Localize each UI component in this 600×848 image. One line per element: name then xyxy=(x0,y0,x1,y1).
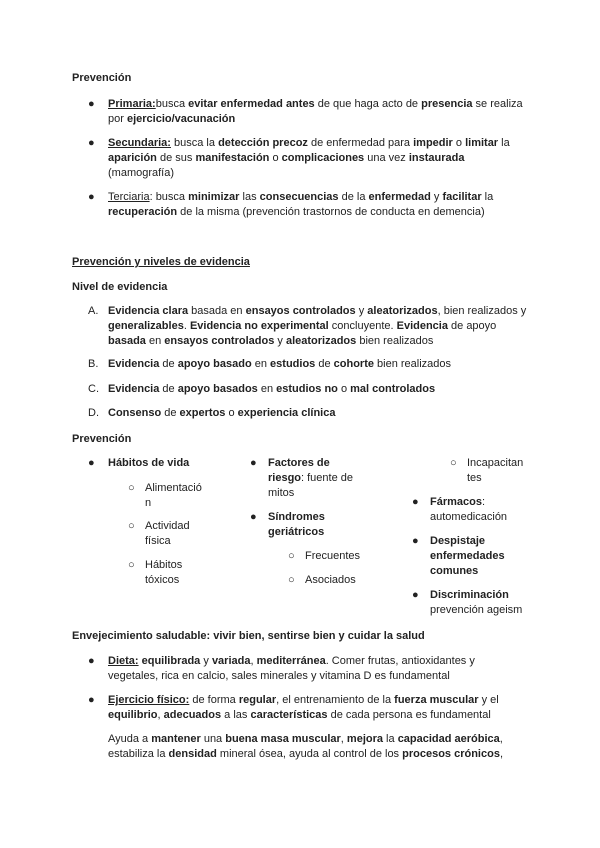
text-run: limitar xyxy=(465,137,499,149)
text-run: (mamografía) xyxy=(108,167,175,179)
text-run: y el xyxy=(478,694,499,706)
text-run: experiencia clínica xyxy=(237,407,336,419)
text-run: Evidencia xyxy=(108,358,160,370)
text-run: capacidad aeróbica xyxy=(397,733,500,745)
text-run: , xyxy=(340,733,347,745)
text-run: , xyxy=(499,748,504,760)
text-run: la xyxy=(481,191,494,203)
text-run: estudios no xyxy=(276,383,338,395)
bullet-icon: ● xyxy=(88,655,95,667)
text-run: la xyxy=(383,733,398,745)
text-run: características xyxy=(250,709,328,721)
text-run: equilibrio xyxy=(108,709,158,721)
text-run: de enfermedad para xyxy=(307,137,414,149)
bullet-icon: ● xyxy=(88,98,95,110)
discriminacion-text xyxy=(430,588,550,618)
text-run: fuerza muscular xyxy=(394,694,479,706)
habitos-toxicos-line2: tóxicos xyxy=(145,574,180,586)
text-run: : busca xyxy=(149,191,189,203)
bullet-icon: ● xyxy=(250,511,257,523)
text-run: de la misma (prevención trastornos de conducta en demencia) xyxy=(177,206,485,218)
text-run: , estabiliza la xyxy=(108,733,503,760)
text-run: de xyxy=(159,383,178,395)
text-run: enfermedad xyxy=(368,191,431,203)
circle-bullet-icon: ○ xyxy=(450,457,457,469)
text-run: presencia xyxy=(421,98,473,110)
text-run: apoyo basado xyxy=(177,358,252,370)
text-run: una xyxy=(200,733,226,745)
text-run: , xyxy=(157,709,164,721)
sindromes-line2: geriátricos xyxy=(268,526,325,538)
text-run: ensayos controlados xyxy=(245,305,356,317)
text-run: Terciaria xyxy=(108,191,150,203)
text-run: Secundaria: xyxy=(108,137,171,149)
actividad-line1: Actividad xyxy=(145,520,190,532)
text-run: busca xyxy=(155,98,189,110)
text-run: de xyxy=(161,407,180,419)
text-run: bien realizados xyxy=(356,335,434,347)
text-run: basada en xyxy=(188,305,246,317)
incapacitantes-line1: Incapacitan xyxy=(467,457,524,469)
text-run: procesos crónicos xyxy=(402,748,500,760)
discriminacion-bold: Discriminación xyxy=(430,589,509,601)
section3-heading: Prevención xyxy=(72,433,132,445)
text-run: variada xyxy=(211,655,251,667)
incapacitantes-line2: tes xyxy=(467,472,482,484)
text-run: y xyxy=(430,191,443,203)
text-run: de apoyo xyxy=(447,320,497,332)
text-run: de sus xyxy=(156,152,196,164)
text-run: consecuencias xyxy=(259,191,339,203)
sindromes-text xyxy=(268,510,388,540)
riesgo-bold: riesgo xyxy=(268,472,302,484)
alimentacion-line2: n xyxy=(145,497,152,509)
text-run: mediterránea xyxy=(256,655,326,667)
text-run: adecuados xyxy=(163,709,222,721)
list-marker: B. xyxy=(88,358,99,370)
text-run: se realiza por xyxy=(108,98,523,125)
farmacos-colon: : xyxy=(481,496,486,508)
bullet-icon: ● xyxy=(412,535,419,547)
text-run: ensayos controlados xyxy=(164,335,275,347)
circle-bullet-icon: ○ xyxy=(128,559,135,571)
bullet-icon: ● xyxy=(88,137,95,149)
text-run: de xyxy=(159,358,178,370)
text-run: mantener xyxy=(151,733,201,745)
text-run: Ayuda a xyxy=(108,733,152,745)
text-run: Evidencia xyxy=(108,383,160,395)
factores-riesgo-text xyxy=(268,456,388,501)
incapacitantes-label xyxy=(467,456,547,486)
text-run: densidad xyxy=(168,748,217,760)
bullet-icon: ● xyxy=(88,457,95,469)
list-marker: A. xyxy=(88,305,99,317)
text-run: cohorte xyxy=(333,358,374,370)
section2-heading: Prevención y niveles de evidencia xyxy=(72,256,250,268)
evidence-b-text xyxy=(108,357,528,372)
text-run: equilibrada xyxy=(141,655,201,667)
actividad-label xyxy=(145,519,225,549)
list-marker: C. xyxy=(88,383,99,395)
text-run: las xyxy=(239,191,260,203)
text-run: mal controlados xyxy=(350,383,436,395)
text-run: . xyxy=(183,320,190,332)
text-run: en xyxy=(145,335,165,347)
text-run: o xyxy=(225,407,238,419)
primaria-text xyxy=(108,97,528,127)
evidence-d-text xyxy=(108,406,528,421)
text-run: estudios xyxy=(270,358,316,370)
text-run: de cada persona es fundamental xyxy=(327,709,491,721)
text-run: en xyxy=(251,358,271,370)
text-run: aparición xyxy=(108,152,157,164)
text-run: y xyxy=(274,335,286,347)
text-run: detección precoz xyxy=(218,137,308,149)
text-run: aleatorizados xyxy=(367,305,438,317)
frecuentes-label: Frecuentes xyxy=(305,550,361,562)
text-run: concluyente. xyxy=(328,320,397,332)
prevencion-ageism: prevención ageism xyxy=(430,604,523,616)
text-run: o xyxy=(337,383,351,395)
text-run: una vez xyxy=(364,152,409,164)
text-run: de la xyxy=(338,191,369,203)
ejercicio-paragraph xyxy=(108,732,528,762)
text-run: generalizables xyxy=(108,320,184,332)
bullet-icon: ● xyxy=(250,457,257,469)
actividad-line2: física xyxy=(145,535,171,547)
despistaje-text xyxy=(430,534,542,579)
despistaje-line3: comunes xyxy=(430,565,479,577)
section1-heading: Prevención xyxy=(72,72,132,84)
text-run: manifestación xyxy=(195,152,270,164)
text-run: Consenso xyxy=(108,407,162,419)
text-run: a las xyxy=(221,709,251,721)
evidence-a-text xyxy=(108,304,528,349)
text-run: Ejercicio físico: xyxy=(108,694,190,706)
sindromes-line1: Síndromes xyxy=(268,511,325,523)
text-run: y xyxy=(355,305,368,317)
bullet-icon: ● xyxy=(88,694,95,706)
text-run: regular xyxy=(238,694,277,706)
text-run: aleatorizados xyxy=(285,335,357,347)
text-run: . Comer frutas, antioxidantes y vegetales, rica en calcio, sales minerales y vitamina D es fundamental xyxy=(108,655,475,682)
text-run: Primaria: xyxy=(108,98,156,110)
alimentacion-label xyxy=(145,481,225,511)
text-run: , xyxy=(250,655,257,667)
bullet-icon: ● xyxy=(412,589,419,601)
circle-bullet-icon: ○ xyxy=(128,520,135,532)
alimentacion-line1: Alimentació xyxy=(145,482,202,494)
text-run: evitar enfermedad antes xyxy=(188,98,315,110)
habitos-toxicos-line1: Hábitos xyxy=(145,559,183,571)
terciaria-text xyxy=(108,190,528,220)
text-run: recuperación xyxy=(108,206,178,218)
habitos-toxicos-label xyxy=(145,558,225,588)
text-run: buena masa muscular xyxy=(225,733,341,745)
secundaria-text xyxy=(108,136,528,181)
text-run: mineral ósea, ayuda al control de los xyxy=(216,748,403,760)
text-run: expertos xyxy=(179,407,226,419)
text-run: de xyxy=(315,358,334,370)
ejercicio-text xyxy=(108,693,524,723)
text-run: minimizar xyxy=(188,191,240,203)
text-run: y xyxy=(200,655,212,667)
text-run: basada xyxy=(108,335,146,347)
farmacos-text xyxy=(430,495,542,525)
text-run: , el entrenamiento de la xyxy=(276,694,395,706)
text-run: de forma xyxy=(189,694,239,706)
section4-heading: Envejecimiento saludable: vivir bien, sentirse bien y cuidar la salud xyxy=(72,630,425,642)
circle-bullet-icon: ○ xyxy=(288,550,295,562)
text-run: Dieta: xyxy=(108,655,139,667)
text-run: complicaciones xyxy=(281,152,365,164)
text-run: de que haga acto de xyxy=(314,98,422,110)
section2-subheading: Nivel de evidencia xyxy=(72,281,168,293)
text-run: o xyxy=(269,152,282,164)
text-run: instaurada xyxy=(408,152,465,164)
text-run: bien realizados xyxy=(373,358,452,370)
text-run: impedir xyxy=(413,137,453,149)
text-run: , bien realizados y xyxy=(437,305,527,317)
text-run: la xyxy=(498,137,510,149)
asociados-label: Asociados xyxy=(305,574,356,586)
circle-bullet-icon: ○ xyxy=(128,482,135,494)
text-run: Evidencia xyxy=(396,320,448,332)
automedicacion: automedicación xyxy=(430,511,508,523)
bullet-icon: ● xyxy=(88,191,95,203)
text-run: apoyo basados xyxy=(177,383,258,395)
despistaje-line1: Despistaje xyxy=(430,535,486,547)
mitos: mitos xyxy=(268,487,295,499)
despistaje-line2: enfermedades xyxy=(430,550,505,562)
text-run: busca la xyxy=(170,137,219,149)
text-run: mejora xyxy=(346,733,383,745)
circle-bullet-icon: ○ xyxy=(288,574,295,586)
habitos-title: Hábitos de vida xyxy=(108,457,190,469)
text-run: ejercicio/vacunación xyxy=(126,113,236,125)
text-run: Evidencia no experimental xyxy=(189,320,329,332)
text-run: Evidencia clara xyxy=(108,305,189,317)
farmacos-bold: Fármacos xyxy=(430,496,482,508)
factores-line1: Factores de xyxy=(268,457,330,469)
text-run: o xyxy=(452,137,466,149)
evidence-c-text xyxy=(108,382,528,397)
bullet-icon: ● xyxy=(412,496,419,508)
fuente-de: : fuente de xyxy=(301,472,354,484)
dieta-text xyxy=(108,654,524,684)
text-run: en xyxy=(257,383,277,395)
list-marker: D. xyxy=(88,407,99,419)
text-run: facilitar xyxy=(442,191,482,203)
